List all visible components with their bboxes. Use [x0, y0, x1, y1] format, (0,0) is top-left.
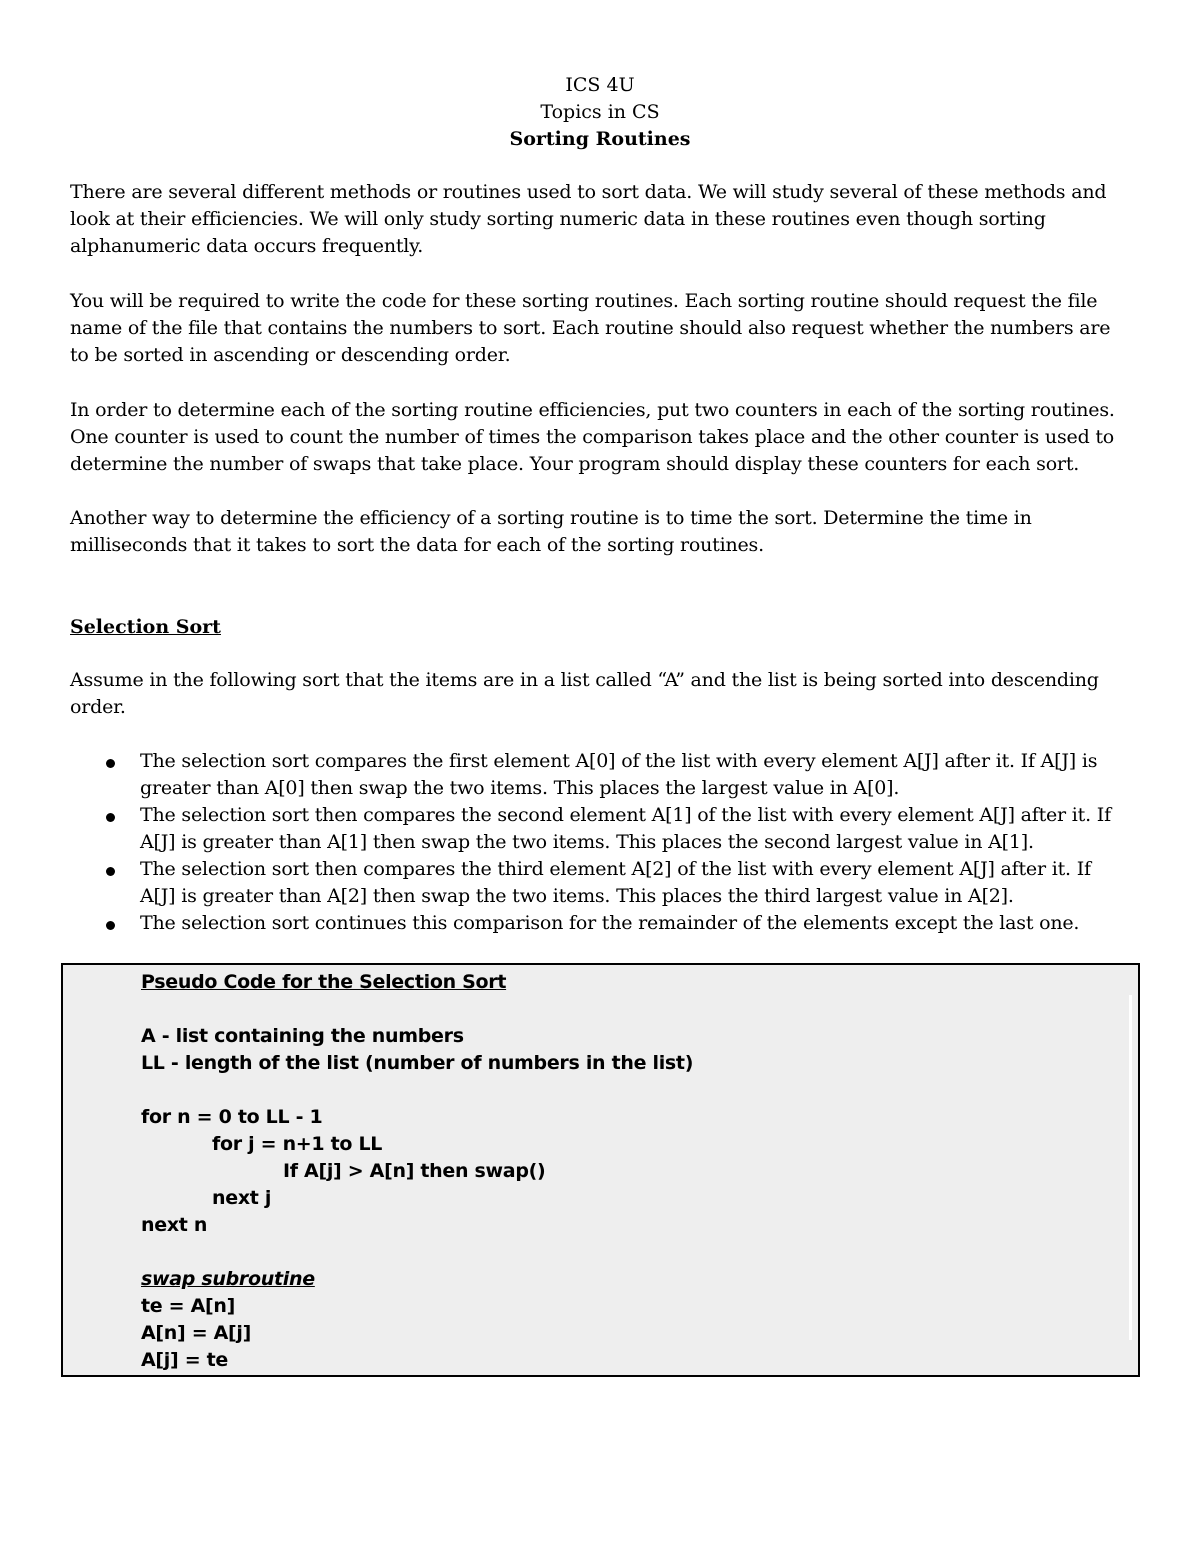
blank-line: [141, 996, 693, 1023]
code-line-swap-1: te = A[n]: [141, 1295, 236, 1317]
code-line-inner-loop: for j = n+1 to LL: [212, 1133, 383, 1155]
bullet-text: The selection sort then compares the third element A[2] of the list with every element A[J] after it. If A[J] is greater than A[2] then swap the two items. This places the third largest value in A[2].: [140, 858, 1091, 907]
blank-line: [141, 1077, 693, 1104]
swap-subroutine-title: swap subroutine: [141, 1268, 315, 1290]
bullet-icon: [106, 921, 115, 930]
code-line-def-a: A - list containing the numbers: [141, 1025, 464, 1047]
list-item: [70, 910, 1130, 937]
intro-text-2: You will be required to write the code for these sorting routines. Each sorting routine should request the file name of the file that contains the numbers to sort. Each routine should also request whether the numbers are to be sorted in ascending or descending order.: [70, 290, 1111, 366]
bullet-icon: [106, 867, 115, 876]
assumption-text: Assume in the following sort that the items are in a list called “A” and the list is being sorted into descending order.: [70, 669, 1099, 718]
list-item: [70, 802, 1130, 856]
code-line-swap-2: A[n] = A[j]: [141, 1322, 252, 1344]
intro-paragraph-3: [70, 397, 1130, 478]
intro-text-4: Another way to determine the efficiency of a sorting routine is to time the sort. Determine the time in milliseconds that it takes to sort the data for each of the sorting routines.: [70, 507, 1032, 556]
assumption-paragraph: [70, 667, 1130, 721]
code-line-def-ll: LL - length of the list (number of numbers in the list): [141, 1052, 694, 1074]
intro-text-1: There are several different methods or routines used to sort data. We will study several of these methods and look at their efficiencies. We will only study sorting numeric data in these routines even though sorting alphanumeric data occurs frequently.: [70, 181, 1107, 257]
code-line-outer-loop: for n = 0 to LL - 1: [141, 1106, 323, 1128]
bullet-text: The selection sort compares the first element A[0] of the list with every element A[J] after it. If A[J] is greater than A[0] then swap the two items. This places the largest value in A[0].: [140, 750, 1098, 799]
code-line-next-n: next n: [141, 1214, 208, 1236]
selection-sort-bullet-list: [70, 748, 1130, 937]
intro-paragraph-4: [70, 505, 1130, 559]
intro-text-3: In order to determine each of the sorting routine efficiencies, put two counters in each of the sorting routines. One counter is used to count the number of times the comparison takes place and the other counter is used to determine the number of swaps that take place. Your program should display these counters for each sort.: [70, 399, 1115, 475]
bullet-icon: [106, 759, 115, 768]
intro-paragraph-1: [70, 179, 1130, 260]
section-heading-selection-sort: Selection Sort: [70, 616, 221, 638]
bullet-text: The selection sort then compares the second element A[1] of the list with every element A[J] after it. If A[J] is greater than A[1] then swap the two items. This places the second largest value in A[1].: [140, 804, 1111, 853]
title-block: [0, 72, 1200, 153]
bullet-text: The selection sort continues this comparison for the remainder of the elements except the last one.: [140, 912, 1080, 934]
bullet-icon: [106, 813, 115, 822]
list-item: [70, 856, 1130, 910]
code-line-swap-3: A[j] = te: [141, 1349, 229, 1371]
pseudocode-listing: [141, 969, 693, 1374]
list-item: [70, 748, 1130, 802]
pseudocode-title: Pseudo Code for the Selection Sort: [141, 971, 507, 993]
code-line-condition: If A[j] > A[n] then swap(): [283, 1160, 546, 1182]
box-divider: [1129, 995, 1132, 1340]
topic-title: Topics in CS: [540, 101, 660, 123]
course-code: ICS 4U: [565, 74, 635, 96]
page-title: Sorting Routines: [509, 128, 691, 150]
code-line-next-j: next j: [212, 1187, 272, 1209]
intro-paragraph-2: [70, 288, 1130, 369]
blank-line: [141, 1239, 693, 1266]
pseudocode-box: [61, 963, 1140, 1377]
